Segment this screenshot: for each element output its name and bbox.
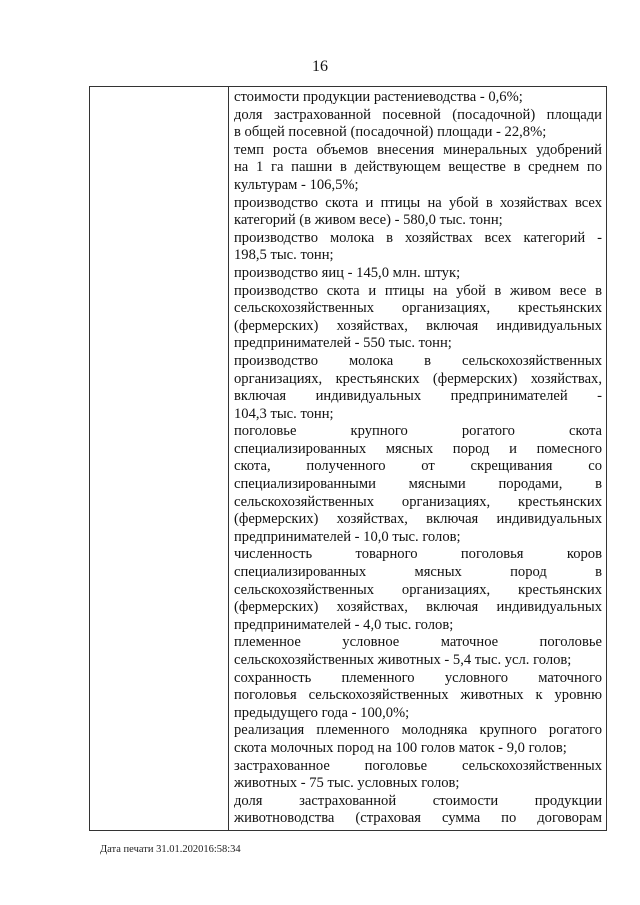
text-line: предыдущего года - 100,0%; [234, 704, 410, 721]
text-line: производство яиц - 145,0 млн. штук; [234, 264, 461, 281]
text-line: доля застрахованной посевной (посадочной) площади [234, 106, 602, 123]
text-line: специализированными мясными породами, в [234, 476, 602, 493]
print-date: Дата печати 31.01.202016:58:34 [100, 844, 241, 855]
text-line: категорий (в живом весе) - 580,0 тыс. тонн; [234, 212, 503, 229]
text-line: производство молока в сельскохозяйственных [234, 352, 602, 369]
text-line: поголовье крупного рогатого скота [234, 423, 602, 440]
text-line: сельскохозяйственных организациях, крестьянских [234, 581, 602, 598]
text-line: доля застрахованной стоимости продукции [234, 792, 602, 809]
text-line: специализированных мясных пород и помесного [234, 440, 602, 457]
text-line: сельскохозяйственных организациях, крестьянских [234, 300, 602, 317]
text-line: сельскохозяйственных животных - 5,4 тыс. усл. голов; [234, 652, 572, 668]
table-row [90, 87, 607, 831]
text-line: культурам - 106,5%; [234, 176, 359, 193]
text-line: темп роста объемов внесения минеральных удобрений [234, 141, 602, 158]
text-line: организациях, крестьянских (фермерских) хозяйствах, [234, 370, 602, 387]
text-line: реализация племенного молодняка крупного рогатого [234, 722, 602, 739]
text-line: предпринимателей - 10,0 тыс. голов; [234, 528, 461, 545]
text-line: 198,5 тыс. тонн; [234, 247, 334, 264]
text-line: застрахованное поголовье сельскохозяйственных [234, 757, 602, 774]
text-line: предпринимателей - 550 тыс. тонн; [234, 335, 452, 352]
right-cell [229, 87, 607, 831]
text-line: поголовья сельскохозяйственных животных к уровню [234, 687, 602, 704]
text-line: 104,3 тыс. тонн; [234, 405, 334, 422]
text-line: животных - 75 тыс. условных голов; [234, 775, 460, 792]
page-number: 16 [312, 58, 328, 75]
text-line: племенное условное маточное поголовье [234, 634, 602, 651]
text-line: численность товарного поголовья коров [234, 546, 602, 563]
text-line: скота, полученного от скрещивания со [234, 458, 602, 475]
text-line: производство скота и птицы на убой в хозяйствах всех [234, 194, 602, 211]
text-line: животноводства (страховая сумма по договорам [234, 810, 602, 827]
text-line: стоимости продукции растениеводства - 0,6%; [234, 89, 523, 105]
text-line: сельскохозяйственных организациях, крестьянских [234, 493, 602, 510]
text-line: сохранность племенного условного маточного [234, 669, 602, 686]
indicators-text [229, 87, 606, 830]
text-line: (фермерских) хозяйствах, включая индивидуальных [234, 317, 602, 334]
text-line: в общей посевной (посадочной) площади - 22,8%; [234, 124, 547, 141]
text-line: предпринимателей - 4,0 тыс. голов; [234, 616, 454, 633]
text-line: (фермерских) хозяйствах, включая индивидуальных [234, 599, 602, 616]
content-table [89, 86, 607, 831]
text-line: включая индивидуальных предпринимателей - [234, 388, 602, 405]
text-line: производство молока в хозяйствах всех категорий - [234, 229, 602, 246]
text-line: (фермерских) хозяйствах, включая индивидуальных [234, 511, 602, 528]
text-line: скота молочных пород на 100 голов маток - 9,0 голов; [234, 739, 567, 756]
text-line: производство скота и птицы на убой в живом весе в [234, 282, 602, 299]
left-cell [90, 87, 229, 831]
text-line: специализированных мясных пород в [234, 564, 602, 581]
text-line: на 1 га пашни в действующем веществе в среднем по [234, 159, 602, 176]
